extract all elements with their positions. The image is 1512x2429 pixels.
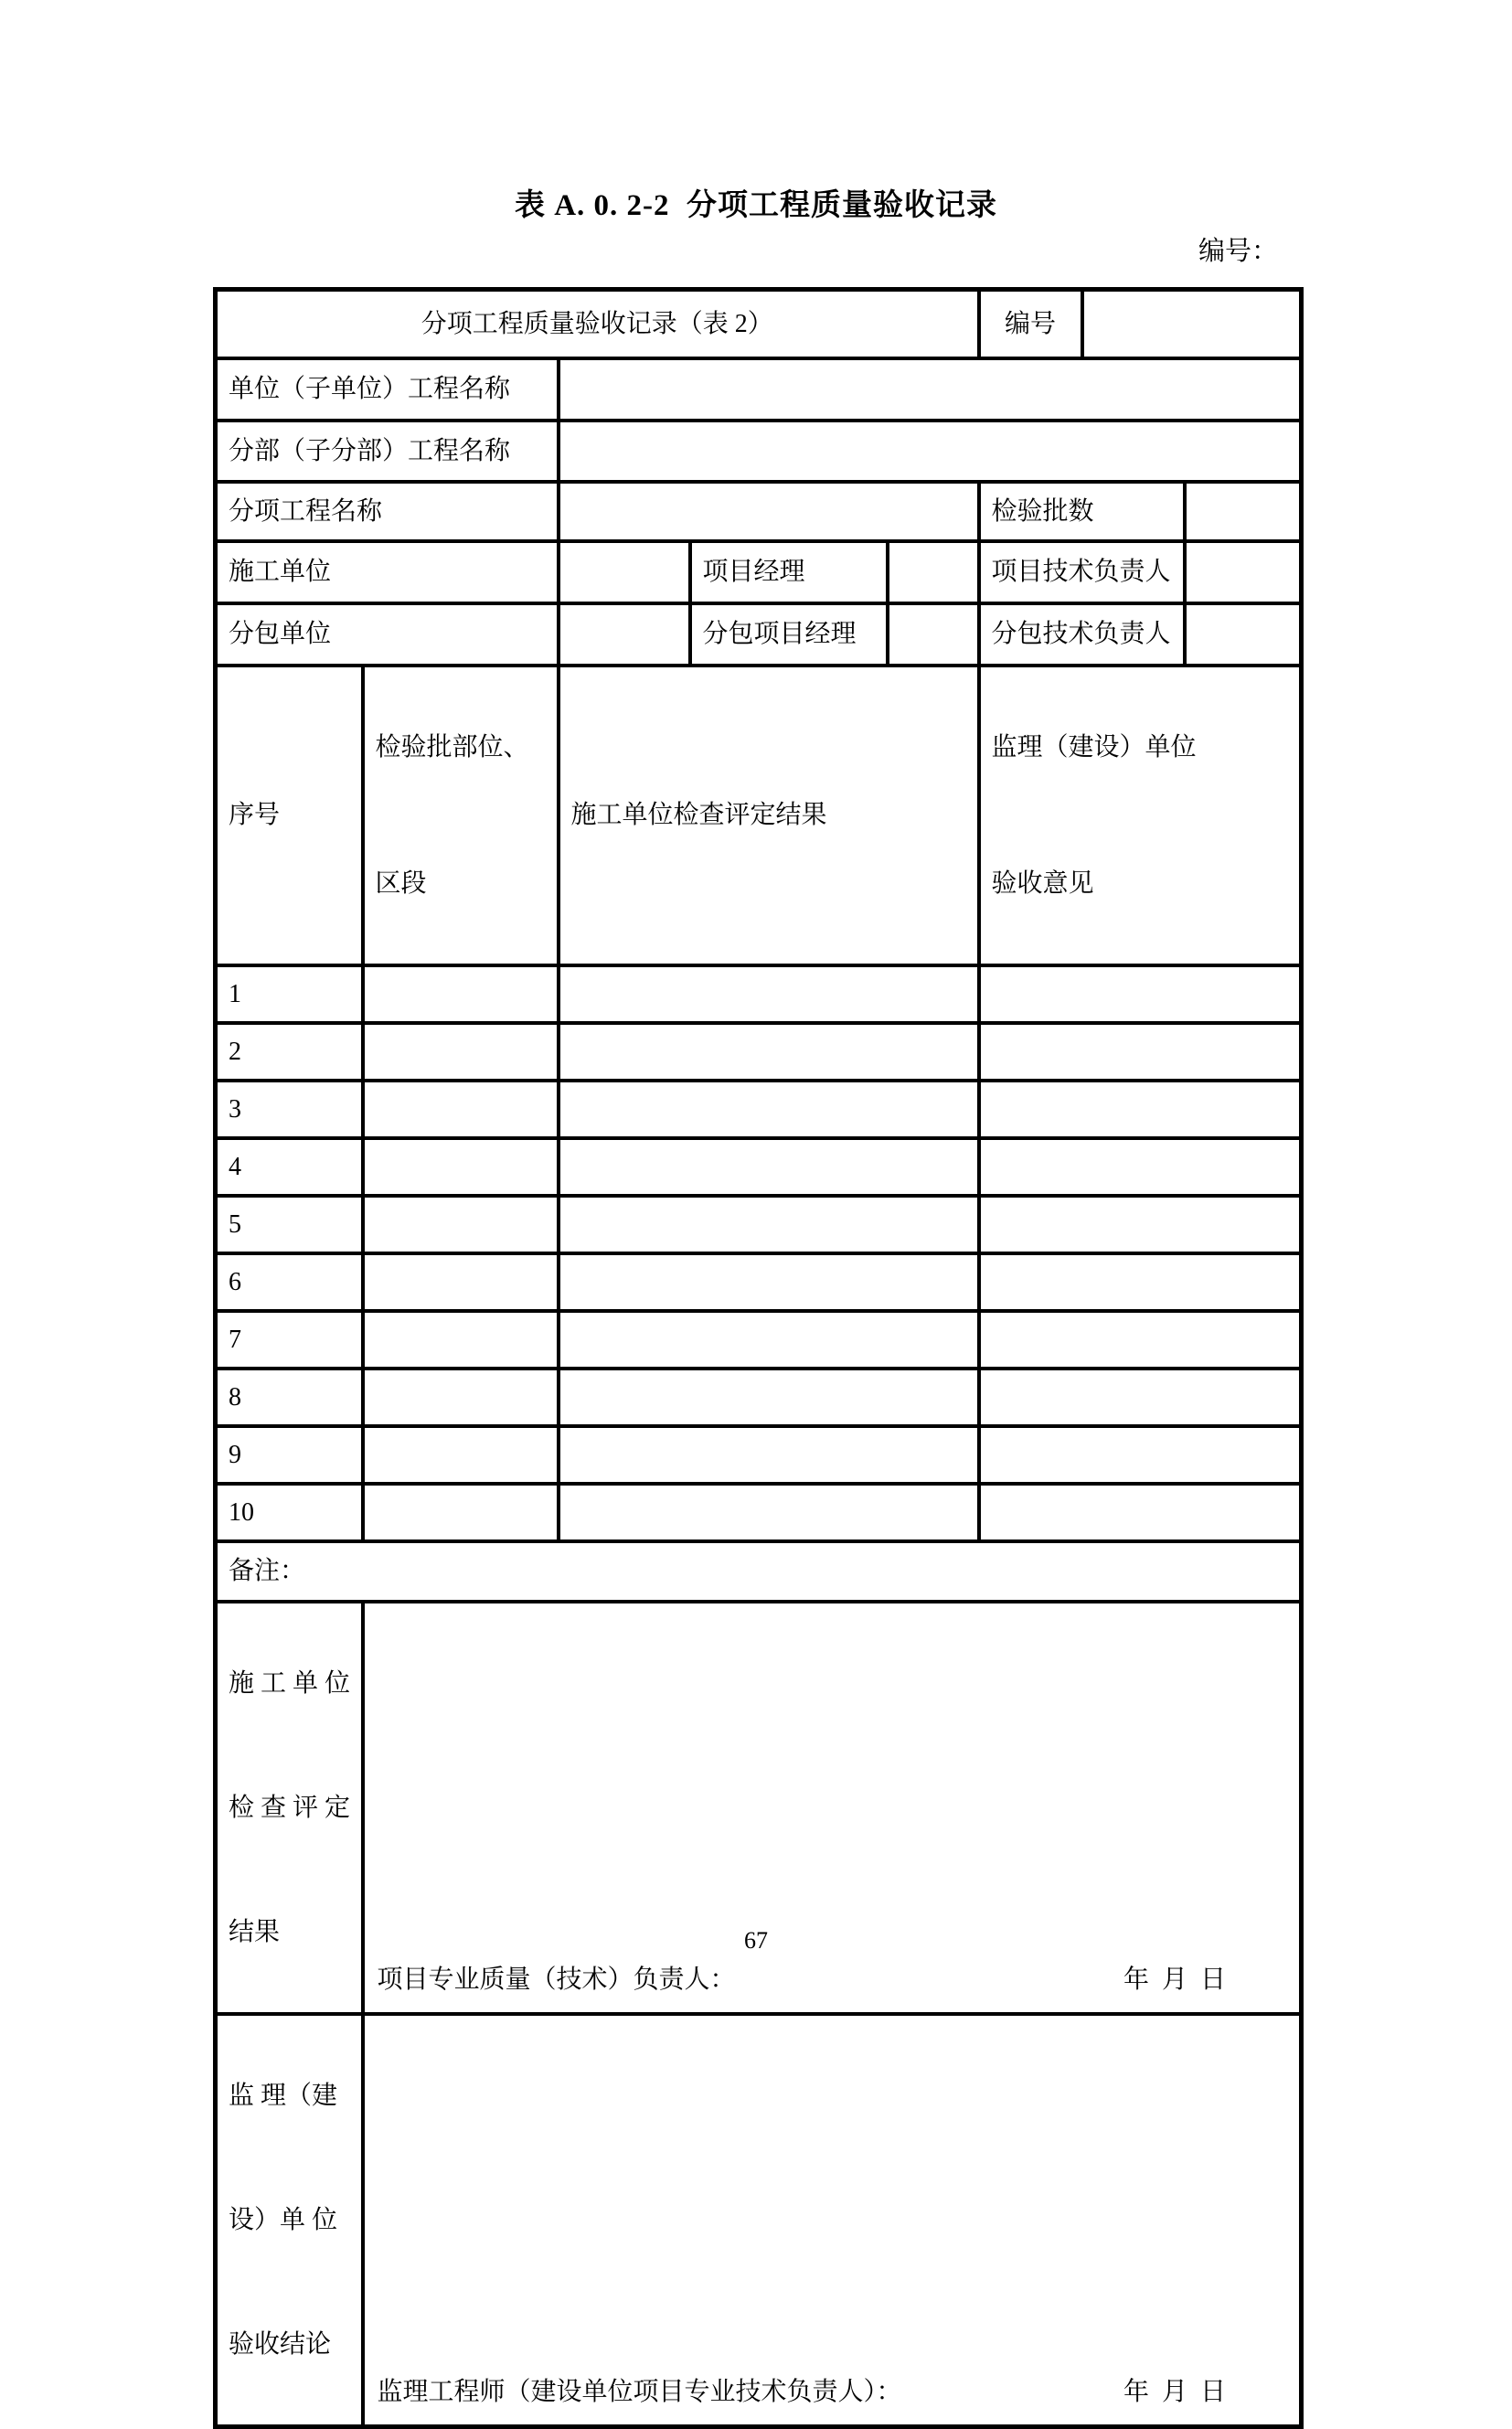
seq-cell: 8 bbox=[216, 1369, 363, 1426]
supervision-header-line2: 验收意见 bbox=[991, 868, 1094, 898]
subcontract-unit-value-cell bbox=[559, 603, 690, 666]
subitem-project-label-cell: 分项工程名称 bbox=[216, 482, 559, 541]
supervision-opinion-cell bbox=[979, 1138, 1302, 1196]
check-result-cell bbox=[559, 1023, 979, 1081]
check-result-cell bbox=[559, 1138, 979, 1196]
batch-part-cell bbox=[363, 1196, 559, 1253]
remark-row bbox=[216, 1541, 1302, 1602]
supervision-conclusion-label-cell bbox=[216, 2014, 363, 2427]
subcontract-tech-lead-label-cell: 分包技术负责人 bbox=[979, 603, 1185, 666]
batch-part-cell bbox=[363, 1023, 559, 1081]
unit-project-label-cell: 单位（子单位）工程名称 bbox=[216, 358, 559, 421]
batch-part-cell bbox=[363, 1426, 559, 1484]
acceptance-record-table bbox=[213, 287, 1304, 2429]
supervision-date-label: 年 月 日 bbox=[1123, 2377, 1226, 2406]
seq-cell: 6 bbox=[216, 1253, 363, 1311]
check-result-cell bbox=[559, 965, 979, 1023]
division-project-value-cell bbox=[559, 421, 1302, 482]
supervision-opinion-cell bbox=[979, 965, 1302, 1023]
supervision-conclusion-content-cell bbox=[363, 2014, 1302, 2427]
construction-check-result-header-cell: 施工单位检查评定结果 bbox=[559, 666, 979, 965]
batch-part-header-line2: 区段 bbox=[375, 868, 427, 898]
supervision-opinion-cell bbox=[979, 1196, 1302, 1253]
supervision-label-line3: 验收结论 bbox=[229, 2329, 332, 2359]
batch-part-cell bbox=[363, 1369, 559, 1426]
page-number: 67 bbox=[744, 1927, 768, 1954]
batch-part-header-line1: 检验批部位、 bbox=[375, 732, 529, 762]
construction-signature-row bbox=[378, 1964, 1227, 1996]
batch-part-header-cell bbox=[363, 666, 559, 965]
seq-cell: 3 bbox=[216, 1081, 363, 1138]
supervision-label-line2: 设）单 位 bbox=[229, 2205, 338, 2234]
document-title: 表 A. 0. 2-2 分项工程质量验收记录 bbox=[514, 189, 998, 222]
subcontract-pm-label-cell: 分包项目经理 bbox=[690, 603, 888, 666]
subcontract-tech-lead-value-cell bbox=[1185, 603, 1302, 666]
check-result-cell bbox=[559, 1196, 979, 1253]
subcontract-unit-label-cell: 分包单位 bbox=[216, 603, 559, 666]
subitem-project-value-cell bbox=[559, 482, 979, 541]
seq-cell: 5 bbox=[216, 1196, 363, 1253]
list-row-10 bbox=[216, 1484, 1302, 1541]
seq-header-cell: 序号 bbox=[216, 666, 363, 965]
project-manager-value-cell bbox=[888, 541, 979, 603]
supervision-header-line1: 监理（建设）单位 bbox=[991, 732, 1197, 762]
check-result-cell bbox=[559, 1253, 979, 1311]
check-result-cell bbox=[559, 1484, 979, 1541]
list-row-9 bbox=[216, 1426, 1302, 1484]
construction-signer-label: 项目专业质量（技术）负责人： bbox=[377, 1965, 736, 1994]
list-row-3 bbox=[216, 1081, 1302, 1138]
seq-cell: 2 bbox=[216, 1023, 363, 1081]
list-row-7 bbox=[216, 1311, 1302, 1369]
project-manager-label-cell: 项目经理 bbox=[690, 541, 888, 603]
division-project-label-cell: 分部（子分部）工程名称 bbox=[216, 421, 559, 482]
list-row-2 bbox=[216, 1023, 1302, 1081]
batch-part-cell bbox=[363, 1311, 559, 1369]
construction-unit-value-cell bbox=[559, 541, 690, 603]
supervision-opinion-cell bbox=[979, 1426, 1302, 1484]
serial-no-value-cell bbox=[1082, 290, 1302, 358]
remark-cell: 备注： bbox=[216, 1541, 1302, 1602]
project-tech-lead-value-cell bbox=[1185, 541, 1302, 603]
list-row-4 bbox=[216, 1138, 1302, 1196]
check-result-cell bbox=[559, 1311, 979, 1369]
supervision-signature-row bbox=[378, 2376, 1227, 2408]
batch-count-label-cell: 检验批数 bbox=[979, 482, 1185, 541]
supervision-opinion-cell bbox=[979, 1369, 1302, 1426]
batch-part-cell bbox=[363, 1484, 559, 1541]
construction-label-line3: 结果 bbox=[229, 1917, 281, 1946]
list-header-row bbox=[216, 666, 1302, 965]
supervision-label-line1: 监 理（建 bbox=[229, 2081, 338, 2110]
seq-cell: 10 bbox=[216, 1484, 363, 1541]
check-result-cell bbox=[559, 1081, 979, 1138]
construction-label-line2: 检 查 评 定 bbox=[229, 1793, 351, 1822]
serial-no-label-cell: 编号 bbox=[979, 290, 1082, 358]
supervision-opinion-cell bbox=[979, 1311, 1302, 1369]
construction-unit-label-cell: 施工单位 bbox=[216, 541, 559, 603]
unit-project-row bbox=[216, 358, 1302, 421]
supervision-opinion-cell bbox=[979, 1023, 1302, 1081]
batch-count-value-cell bbox=[1185, 482, 1302, 541]
seq-cell: 1 bbox=[216, 965, 363, 1023]
batch-part-cell bbox=[363, 1253, 559, 1311]
check-result-cell bbox=[559, 1426, 979, 1484]
subcontract-unit-row bbox=[216, 603, 1302, 666]
construction-date-label: 年 月 日 bbox=[1123, 1965, 1226, 1994]
supervision-opinion-header-cell bbox=[979, 666, 1302, 965]
list-row-8 bbox=[216, 1369, 1302, 1426]
seq-cell: 9 bbox=[216, 1426, 363, 1484]
project-tech-lead-label-cell: 项目技术负责人 bbox=[979, 541, 1185, 603]
supervision-opinion-cell bbox=[979, 1081, 1302, 1138]
construction-unit-row bbox=[216, 541, 1302, 603]
batch-part-cell bbox=[363, 1138, 559, 1196]
serial-number-label: 编号： bbox=[1198, 237, 1278, 266]
supervision-opinion-cell bbox=[979, 1253, 1302, 1311]
batch-part-cell bbox=[363, 1081, 559, 1138]
subitem-project-row bbox=[216, 482, 1302, 541]
division-project-row bbox=[216, 421, 1302, 482]
check-result-cell bbox=[559, 1369, 979, 1426]
supervision-conclusion-row bbox=[216, 2014, 1302, 2427]
list-row-5 bbox=[216, 1196, 1302, 1253]
seq-cell: 4 bbox=[216, 1138, 363, 1196]
batch-part-cell bbox=[363, 965, 559, 1023]
construction-label-line1: 施 工 单 位 bbox=[229, 1668, 351, 1698]
form-title-cell: 分项工程质量验收记录（表 2） bbox=[216, 290, 979, 358]
supervision-signer-label: 监理工程师（建设单位项目专业技术负责人）： bbox=[377, 2377, 902, 2406]
list-row-1 bbox=[216, 965, 1302, 1023]
list-row-6 bbox=[216, 1253, 1302, 1311]
seq-cell: 7 bbox=[216, 1311, 363, 1369]
unit-project-value-cell bbox=[559, 358, 1302, 421]
subcontract-pm-value-cell bbox=[888, 603, 979, 666]
table-header-row bbox=[216, 290, 1302, 358]
supervision-opinion-cell bbox=[979, 1484, 1302, 1541]
